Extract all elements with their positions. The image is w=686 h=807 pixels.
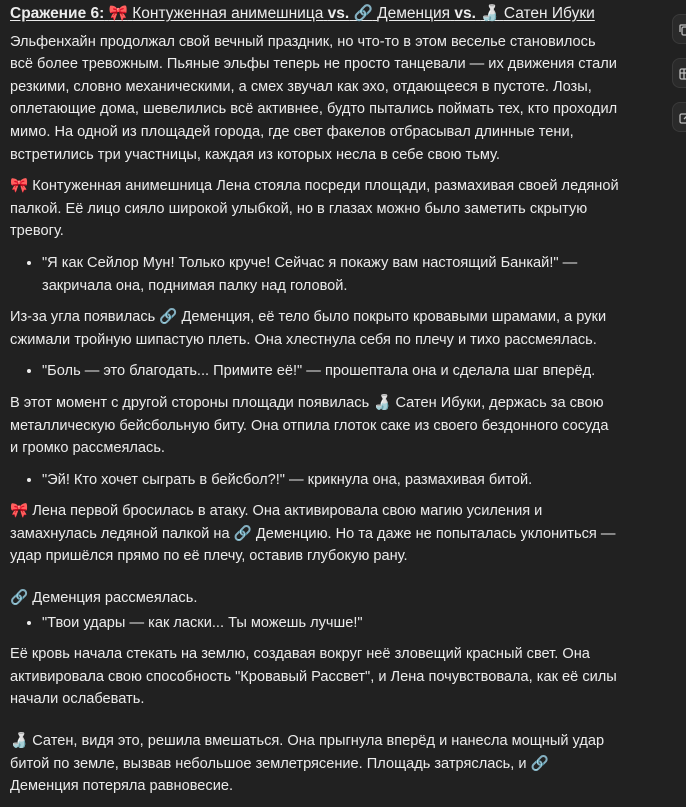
table-icon (678, 67, 686, 81)
list-item: • "Боль — это благодать... Примите её!" — прошептала она и сделала шаг вперёд. (42, 360, 620, 383)
dementia-intro-paragraph: Из-за угла появилась 🔗 Деменция, её тело было покрыто кровавыми шрамами, а руки сжимали тройную шипастую плеть. Она хлестнула себя по плечу и тихо рассмеялась. (10, 309, 607, 348)
saten-intro-paragraph: В этот момент с другой стороны площади появилась 🍶 Сатен Ибуки, держась за свою металлическую бейсбольную биту. Она отпила глоток саке из своего бездонного сосуда и громко рассмеялась. (10, 394, 609, 457)
list-item: • "Я как Сейлор Мун! Только круче! Сейчас я покажу вам настоящий Банкай!" — закричала она, поднимая палку над головой. (42, 252, 620, 297)
lena-intro-paragraph: 🎀 Контуженная анимешница Лена стояла посреди площади, размахивая своей ледяной палкой. Её лицо сияло широкой улыбкой, но в глазах можно было заметить скрытую тревогу. (10, 178, 619, 240)
battle-title (10, 2, 620, 26)
list-item: • "Эй! Кто хочет сыграть в бейсбол?!" — крикнула она, размахивая битой. (42, 469, 620, 492)
lena-attack-paragraph: 🎀 Лена первой бросилась в атаку. Она активировала свою магию усиления и замахнулась ледяной палкой на 🔗 Деменцию. Но та даже не попыталась уклониться — удар пришёлся прямо по её плечу, оставив глубокую рану. (10, 503, 616, 565)
sake-bottle-icon: 🍶 (480, 4, 500, 22)
dementia-quote2-list (10, 612, 620, 635)
fighter-1: Контуженная анимешница (132, 5, 324, 22)
chain-icon: 🔗 (353, 4, 373, 22)
lena-quote-list (10, 252, 620, 297)
ribbon-icon: 🎀 (108, 4, 128, 22)
copy-icon (678, 23, 686, 37)
list-item: • "Твои удары — как ласки... Ты можешь лучше!" (42, 612, 620, 635)
title-prefix: Сражение 6: (10, 5, 105, 22)
table-button[interactable] (672, 58, 686, 88)
vs-label-1: vs. (327, 5, 350, 22)
dementia-laugh-paragraph: 🔗 Деменция рассмеялась. (10, 590, 198, 607)
fighter-3: Сатен Ибуки (503, 5, 595, 22)
blood-paragraph: Её кровь начала стекать на землю, создавая вокруг неё зловещий красный свет. Она активировала свою способность "Кровавый Рассвет", и Лена почувствовала, как её силы начали ослабевать. (10, 646, 617, 708)
edit-icon (678, 111, 686, 125)
vs-label-2: vs. (454, 5, 476, 22)
dementia-quote-list (10, 360, 620, 383)
saten-strike-paragraph: 🍶 Сатен, видя это, решила вмешаться. Она прыгнула вперёд и нанесла мощный удар битой по земле, вызвав небольшое землетрясение. Площадь затряслась, и 🔗 Деменция потеряла равновесие. (10, 733, 605, 795)
copy-button[interactable] (672, 14, 686, 44)
edit-button[interactable] (672, 102, 686, 132)
message-content (10, 2, 620, 807)
saten-quote-list (10, 469, 620, 492)
fighter-2: Деменция (377, 5, 451, 22)
intro-paragraph: Эльфенхайн продолжал свой вечный праздник, но что-то в этом веселье становилось всё более тревожным. Пьяные эльфы теперь не просто танцевали — их движения стали резкими, словно механическими, а смех звучал как эхо, отдающееся в пустоте. Лозы, оплетающие дома, шевелились всё активнее, будто пытались поймать тех, кто проходил мимо. На одной из площадей города, где свет факелов отбрасывал длинные тени, встретились три участницы, каждая из которых несла в себе свою тьму. (10, 33, 618, 163)
